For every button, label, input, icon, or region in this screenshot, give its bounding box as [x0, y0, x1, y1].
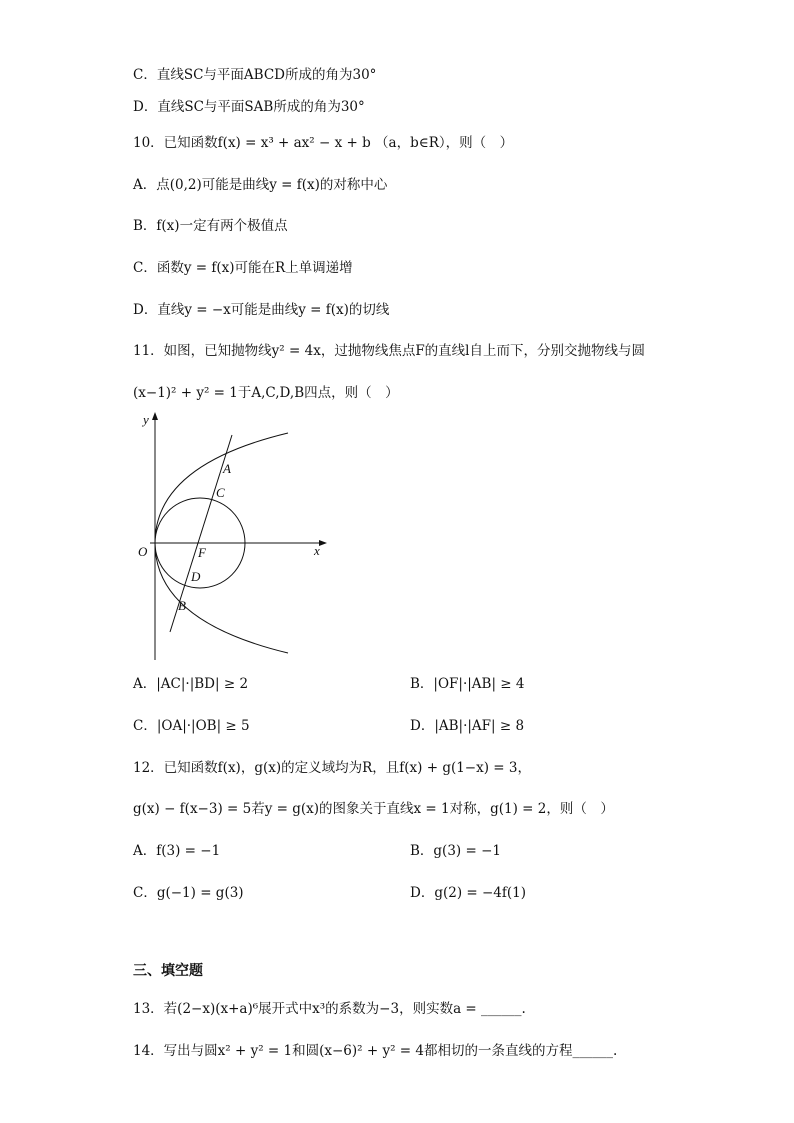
q10-option-d: D．直线y = −x可能是曲线y = f(x)的切线 — [133, 302, 390, 318]
label-O: O — [138, 544, 148, 559]
label-C: C — [216, 485, 225, 500]
q9-option-c: C．直线SC与平面ABCD所成的角为30° — [133, 67, 377, 83]
q10-option-c: C．函数y = f(x)可能在R上单调递增 — [133, 260, 353, 276]
q12-stem-line2: g(x) − f(x−3) = 5若y = g(x)的图象关于直线x = 1对称，g(1) = 2，则（ ） — [133, 801, 614, 817]
section-heading-fill-in: 三、填空题 — [133, 963, 203, 979]
q12-option-c: C．g(−1) = g(3) — [133, 885, 244, 901]
q12-option-d: D．g(2) = −4f(1) — [410, 885, 527, 901]
q12-stem-line1: 12．已知函数f(x)，g(x)的定义域均为R，且f(x) + g(1−x) = 3， — [133, 760, 531, 776]
q10-option-b: B．f(x)一定有两个极值点 — [133, 218, 288, 234]
label-A: A — [223, 461, 231, 476]
q11-stem-line1: 11．如图，已知抛物线y² = 4x，过抛物线焦点F的直线l自上而下，分别交抛物线与圆 — [133, 343, 645, 359]
q14: 14．写出与圆x² + y² = 1和圆(x−6)² + y² = 4都相切的一条直线的方程______. — [133, 1043, 618, 1059]
parabola-circle-figure — [130, 410, 330, 665]
y-axis-arrow — [152, 412, 158, 420]
q11-option-a: A．|AC|·|BD| ≥ 2 — [133, 676, 249, 692]
label-D: D — [191, 569, 201, 584]
q10-stem: 10．已知函数f(x) = x³ + ax² − x + b （a，b∈R），则（ ） — [133, 135, 514, 151]
x-axis-arrow — [319, 540, 327, 546]
q11-stem-line2: (x−1)² + y² = 1于A,C,D,B四点，则（ ） — [133, 385, 399, 401]
q11-option-d: D．|AB|·|AF| ≥ 8 — [410, 718, 525, 734]
label-F: F — [198, 545, 206, 560]
label-B: B — [178, 598, 186, 613]
q9-option-d: D．直线SC与平面SAB所成的角为30° — [133, 99, 365, 115]
label-x: x — [314, 543, 320, 558]
q12-option-a: A．f(3) = −1 — [133, 843, 221, 859]
q11-option-b: B．|OF|·|AB| ≥ 4 — [410, 676, 525, 692]
label-y: y — [143, 412, 149, 427]
q11-option-c: C．|OA|·|OB| ≥ 5 — [133, 718, 250, 734]
q10-option-a: A．点(0,2)可能是曲线y = f(x)的对称中心 — [133, 177, 388, 193]
q12-option-b: B．g(3) = −1 — [410, 843, 501, 859]
q13: 13．若(2−x)(x+a)⁶展开式中x³的系数为−3，则实数a = ______. — [133, 1001, 526, 1017]
